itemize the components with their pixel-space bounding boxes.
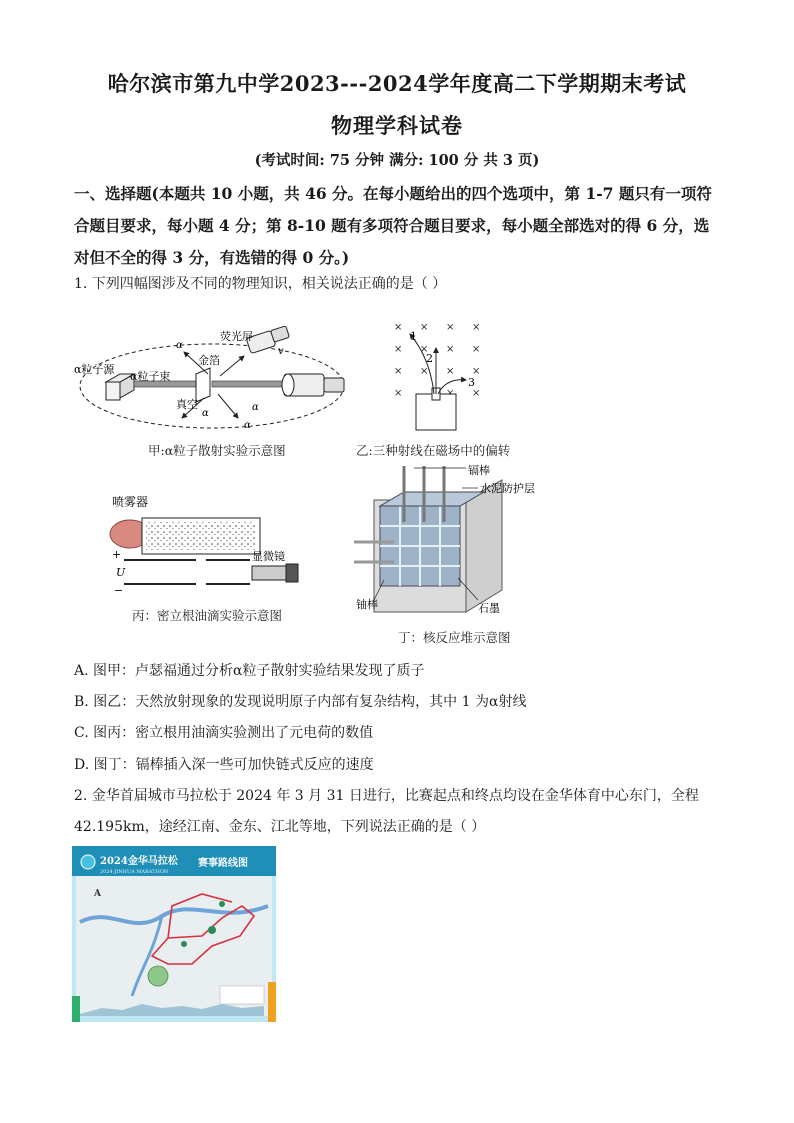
park-area: [148, 966, 168, 986]
label-foil: 金箔: [198, 354, 220, 367]
option-d: D. 图丁：镉棒插入深一些可加快链式反应的速度: [74, 757, 374, 773]
event-subtitle: 2024 JINHUA MARATHON: [100, 869, 169, 875]
svg-text:×: ×: [472, 344, 481, 355]
north-arrow-icon: A: [94, 889, 101, 899]
event-title: 2024金华马拉松: [100, 856, 178, 867]
label-ray-2: 2: [426, 352, 433, 365]
label-alpha: α: [176, 340, 183, 351]
label-ray-1: 1: [410, 330, 417, 343]
svg-text:×: ×: [446, 344, 455, 355]
svg-text:×: ×: [394, 322, 403, 333]
label-minus: −: [114, 584, 124, 597]
caption-bing: 丙：密立根油滴实验示意图: [132, 608, 283, 623]
label-microscope: 显微镜: [252, 550, 285, 563]
label-u: U: [116, 566, 126, 579]
svg-text:×: ×: [446, 366, 455, 377]
svg-text:×: ×: [472, 366, 481, 377]
label-screen: 荧光屏: [220, 330, 253, 343]
label-sprayer: 喷雾器: [112, 495, 149, 509]
caption-jia: 甲:α粒子散射实验示意图: [148, 443, 286, 458]
label-cement-layer: 水泥防护层: [480, 482, 535, 495]
map-title: 赛事路线图: [198, 858, 248, 869]
legend-box: [220, 986, 264, 1004]
svg-text:×: ×: [394, 344, 403, 355]
section-heading-line: 一、选择题(本题共 10 小题，共 46 分。在每小题给出的四个选项中，第 1-7 题只有一项符: [74, 184, 712, 203]
svg-text:×: ×: [420, 322, 429, 333]
label-plus: +: [112, 548, 122, 561]
caption-yi: 乙:三种射线在磁场中的偏转: [356, 443, 511, 458]
label-cadmium-rod: 镉棒: [468, 464, 490, 477]
subject-title: 物理学科试卷: [331, 113, 463, 138]
microscope-right: [282, 374, 344, 396]
exam-title: 哈尔滨市第九中学2023---2024学年度高二下学期期末考试: [107, 71, 687, 96]
svg-text:×: ×: [472, 322, 481, 333]
svg-text:×: ×: [472, 388, 481, 399]
label-alpha-beam: α粒子束: [130, 370, 171, 383]
figure-radiation-deflection: [390, 318, 500, 436]
label-alpha: α: [244, 420, 251, 431]
svg-text:×: ×: [420, 344, 429, 355]
label-uranium-rod: 铀棒: [356, 598, 378, 611]
section-heading-line: 合题目要求，每小题 4 分；第 8-10 题有多项符合题目要求，每小题全部选对的得 6 分，选: [74, 216, 710, 235]
label-vacuum: 真空: [176, 398, 198, 411]
option-c: C. 图丙：密立根用油滴实验测出了元电荷的数值: [74, 725, 374, 741]
label-v: v: [278, 346, 284, 357]
question-1-stem: 1. 下列四幅图涉及不同的物理知识，相关说法正确的是（ ）: [74, 276, 447, 292]
svg-text:×: ×: [446, 322, 455, 333]
exam-info: (考试时间: 75 分钟 满分: 100 分 共 3 页): [254, 152, 540, 169]
label-alpha-source: α粒子源: [74, 363, 115, 376]
question-2-stem-line: 2. 金华首届城市马拉松于 2024 年 3 月 31 日进行，比赛起点和终点均设在金华体育中心东门，全程: [74, 788, 699, 804]
label-ray-3: 3: [468, 376, 475, 389]
section-heading-line: 对但不全的得 3 分，有选错的得 0 分。): [74, 248, 350, 267]
figure-nuclear-reactor: [354, 462, 550, 622]
figure-millikan-oil-drop: [102, 488, 302, 600]
svg-text:×: ×: [394, 366, 403, 377]
section-heading: [74, 178, 720, 274]
option-a: A. 图甲：卢瑟福通过分析α粒子散射实验结果发现了质子: [74, 663, 425, 679]
svg-text:×: ×: [420, 366, 429, 377]
caption-ding: 丁：核反应堆示意图: [398, 630, 511, 645]
svg-text:×: ×: [394, 388, 403, 399]
label-alpha: α: [202, 408, 209, 419]
figure-alpha-scattering: [72, 318, 352, 440]
question-2-stem-line: 42.195km，途经江南、金东、江北等地，下列说法正确的是（ ）: [74, 819, 486, 835]
label-alpha: α: [252, 402, 259, 413]
marathon-route-map: [72, 846, 276, 1022]
label-graphite: 石墨: [478, 602, 500, 615]
option-b: B. 图乙：天然放射现象的发现说明原子内部有复杂结构，其中 1 为α射线: [74, 694, 527, 710]
